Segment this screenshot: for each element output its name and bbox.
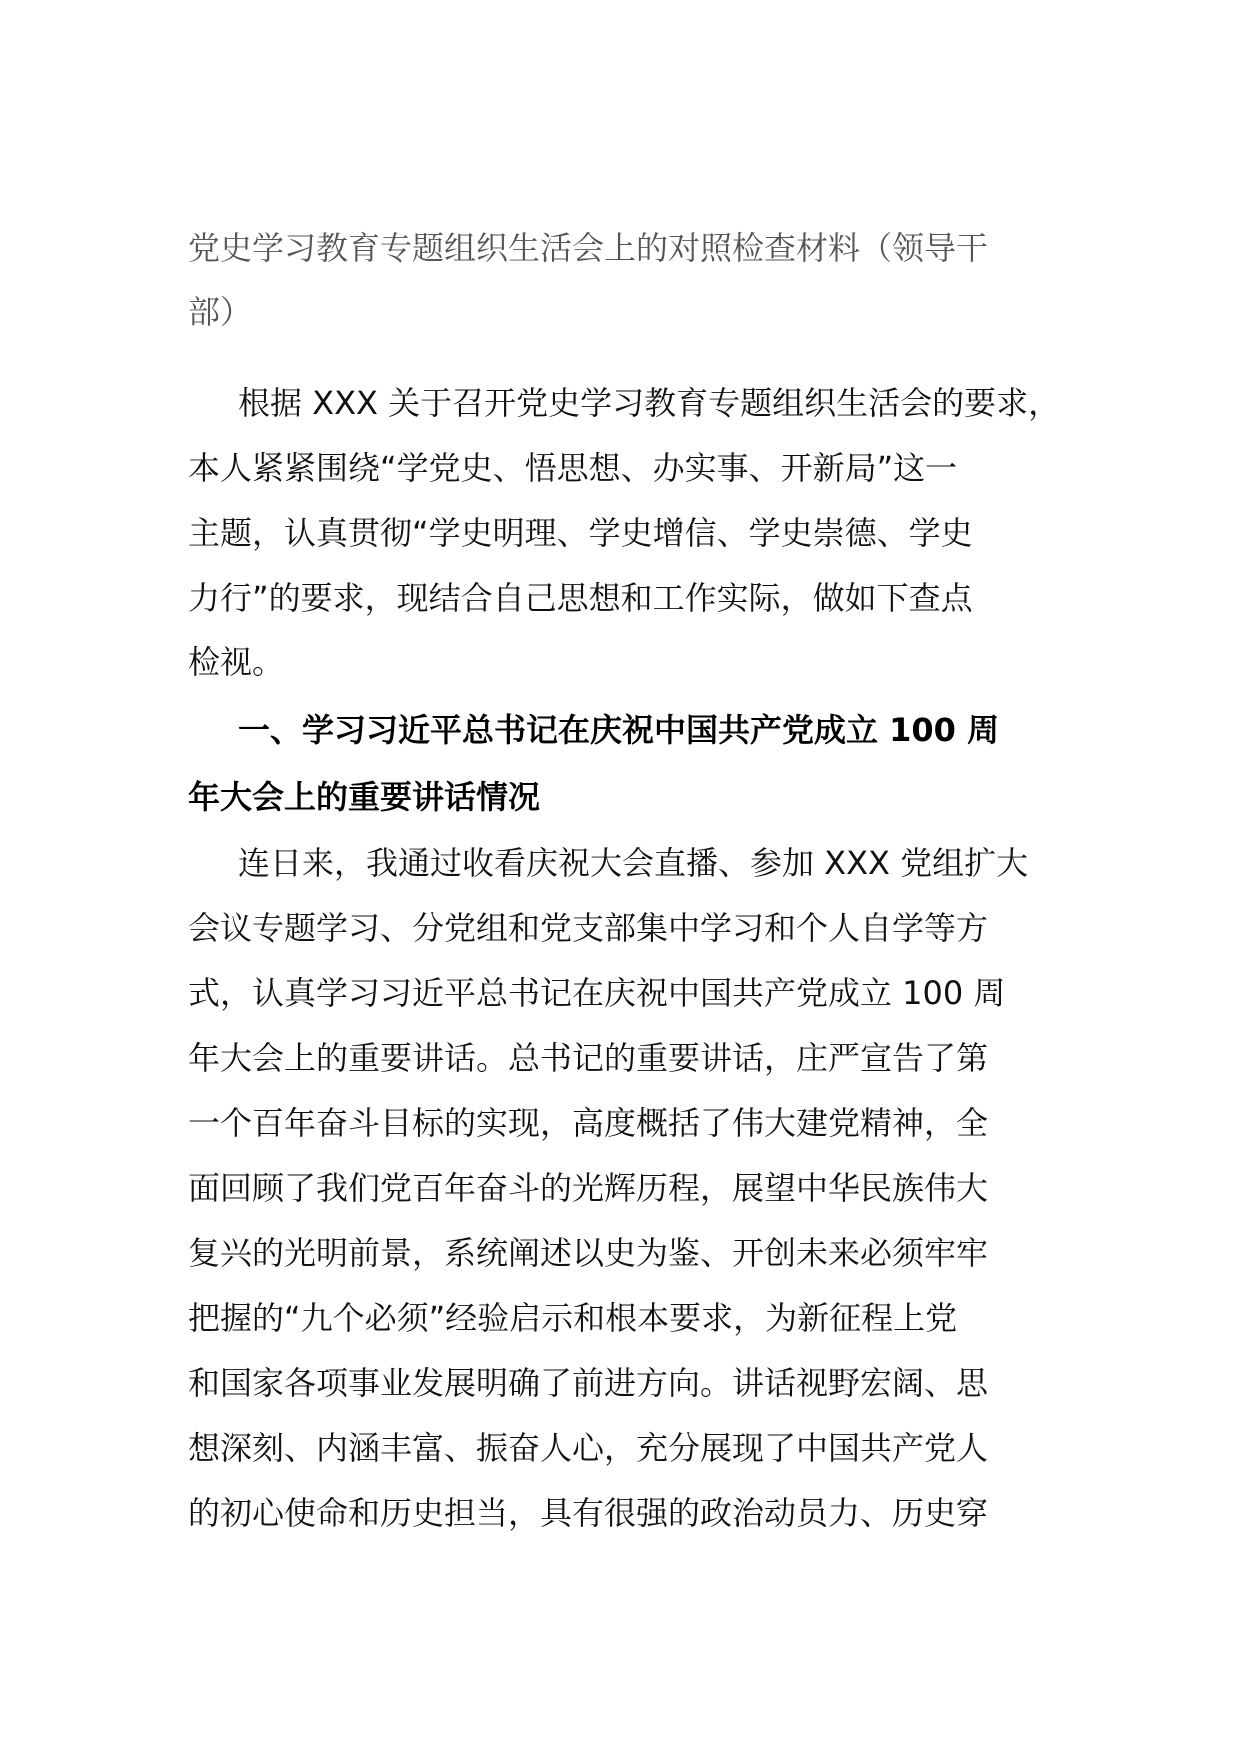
section-heading-line: 一、学习习近平总书记在庆祝中国共产党成立 100 周 <box>238 711 1000 749</box>
body-paragraph-line: 会议专题学习、分党组和党支部集中学习和个人自学等方 <box>188 909 989 947</box>
intro-paragraph-line: 根据 XXX 关于召开党史学习教育专题组织生活会的要求， <box>238 384 1061 422</box>
intro-paragraph-line: 检视。 <box>188 643 285 681</box>
body-paragraph-line: 式，认真学习习近平总书记在庆祝中国共产党成立 100 周 <box>188 974 1006 1012</box>
body-paragraph-line: 复兴的光明前景，系统阐述以史为鉴、开创未来必须牢牢 <box>188 1234 989 1272</box>
body-paragraph-line: 年大会上的重要讲话。总书记的重要讲话，庄严宣告了第 <box>188 1039 989 1077</box>
body-paragraph-line: 想深刻、内涵丰富、振奋人心，充分展现了中国共产党人 <box>188 1429 989 1467</box>
document-title-line-2: 部） <box>188 293 253 331</box>
body-paragraph-line: 一个百年奋斗目标的实现，高度概括了伟大建党精神，全 <box>188 1104 989 1142</box>
body-paragraph-line: 连日来，我通过收看庆祝大会直播、参加 XXX 党组扩大 <box>238 844 1029 882</box>
intro-paragraph-line: 力行”的要求，现结合自己思想和工作实际，做如下查点 <box>188 579 973 617</box>
intro-paragraph-line: 主题，认真贯彻“学史明理、学史增信、学史崇德、学史 <box>188 514 973 552</box>
section-heading-line: 年大会上的重要讲话情况 <box>188 778 541 816</box>
body-paragraph-line: 的初心使命和历史担当，具有很强的政治动员力、历史穿 <box>188 1494 989 1532</box>
body-paragraph-line: 把握的“九个必须”经验启示和根本要求，为新征程上党 <box>188 1299 958 1337</box>
body-paragraph-line: 面回顾了我们党百年奋斗的光辉历程，展望中华民族伟大 <box>188 1169 989 1207</box>
document-title-line-1: 党史学习教育专题组织生活会上的对照检查材料（领导干 <box>188 229 989 267</box>
intro-paragraph-line: 本人紧紧围绕“学党史、悟思想、办实事、开新局”这一 <box>188 449 958 487</box>
body-paragraph-line: 和国家各项事业发展明确了前进方向。讲话视野宏阔、思 <box>188 1364 989 1402</box>
